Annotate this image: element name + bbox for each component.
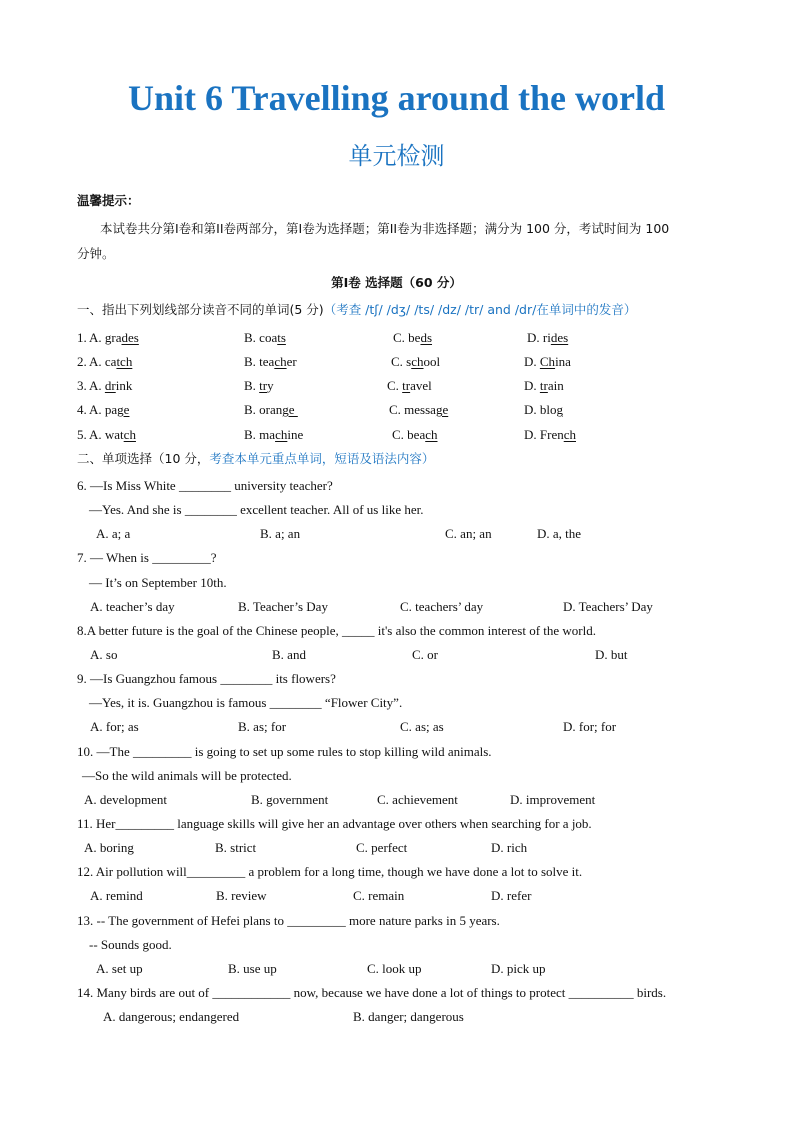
q10-stem: 10. —The _________ is going to set up some rules to stop killing wild animals. <box>77 744 492 759</box>
q8-stem: 8.A better future is the goal of the Chinese people, _____ it's also the common interest of the world. <box>77 623 596 638</box>
q13-option-d[interactable]: D. pick up <box>491 961 546 976</box>
q14-option-b[interactable]: B. danger; dangerous <box>353 1009 464 1024</box>
section2-heading <box>77 451 434 467</box>
intro-line-1: 本试卷共分第I卷和第II卷两部分，第I卷为选择题；第II卷为非选择题；满分为 100 分，考试时间为 100 <box>100 221 670 236</box>
q1-option-d[interactable]: D. rides <box>527 330 569 345</box>
q7-option-a[interactable]: A. teacher’s day <box>90 599 175 614</box>
q2-option-d[interactable]: D. China <box>524 354 571 369</box>
q7-stem: 7. — When is _________? <box>77 550 217 565</box>
q13-option-c[interactable]: C. look up <box>367 961 422 976</box>
q8-option-d[interactable]: D. but <box>595 647 628 662</box>
q2-number: 2. <box>77 354 87 369</box>
q8-option-b[interactable]: B. and <box>272 647 306 662</box>
q4-number: 4. <box>77 402 87 417</box>
q4-option-c[interactable]: C. message <box>389 402 449 417</box>
q12-option-b[interactable]: B. review <box>216 888 267 903</box>
q9-option-c[interactable]: C. as; as <box>400 719 444 734</box>
q12-option-c[interactable]: C. remain <box>353 888 405 903</box>
q4-option-a[interactable]: A. page <box>89 402 130 417</box>
q11-option-c[interactable]: C. perfect <box>356 840 408 855</box>
q7-stem-2: — It’s on September 10th. <box>89 575 227 590</box>
q8-option-a[interactable]: A. so <box>90 647 118 662</box>
q3-option-b[interactable]: B. try <box>244 378 274 393</box>
page-title: Unit 6 Travelling around the world <box>127 78 666 118</box>
q10-option-c[interactable]: C. achievement <box>377 792 458 807</box>
q8-option-c[interactable]: C. or <box>412 647 438 662</box>
q6-option-a[interactable]: A. a; a <box>96 526 131 541</box>
q11-option-b[interactable]: B. strict <box>215 840 257 855</box>
section1-heading <box>77 302 636 318</box>
q3-option-d[interactable]: D. train <box>524 378 564 393</box>
q13-stem: 13. -- The government of Hefei plans to _________ more nature parks in 5 years. <box>77 913 500 928</box>
q7-option-c[interactable]: C. teachers’ day <box>400 599 484 614</box>
tip-label: 温馨提示： <box>77 193 140 208</box>
q13-stem-2: -- Sounds good. <box>89 937 172 952</box>
q9-stem-2: —Yes, it is. Guangzhou is famous ________ “Flower City”. <box>89 695 403 710</box>
q13-option-a[interactable]: A. set up <box>96 961 143 976</box>
q1-option-a[interactable]: A. grades <box>89 330 139 345</box>
q4-option-d[interactable]: D. blog <box>524 402 563 417</box>
q13-option-b[interactable]: B. use up <box>228 961 277 976</box>
q5-option-c[interactable]: C. beach <box>392 427 438 442</box>
q5-option-b[interactable]: B. machine <box>244 427 304 442</box>
q6-option-c[interactable]: C. an; an <box>445 526 492 541</box>
q3-option-a[interactable]: A. drink <box>89 378 133 393</box>
q10-option-a[interactable]: A. development <box>84 792 168 807</box>
q9-option-a[interactable]: A. for; as <box>90 719 139 734</box>
q2-option-b[interactable]: B. teacher <box>244 354 297 369</box>
q10-option-b[interactable]: B. government <box>251 792 329 807</box>
q6-stem-2: —Yes. And she is ________ excellent teacher. All of us like her. <box>89 502 424 517</box>
q9-option-d[interactable]: D. for; for <box>563 719 617 734</box>
q9-option-b[interactable]: B. as; for <box>238 719 287 734</box>
q6-option-b[interactable]: B. a; an <box>260 526 301 541</box>
q4-option-b[interactable]: B. orange <box>244 402 298 417</box>
section2-title: 二、单项选择（10 分， <box>77 451 210 466</box>
q5-option-a[interactable]: A. watch <box>89 427 136 442</box>
q2-option-c[interactable]: C. school <box>391 354 441 369</box>
q1-option-b[interactable]: B. coats <box>244 330 286 345</box>
page-subtitle: 单元检测 <box>348 142 445 170</box>
intro-line-2: 分钟。 <box>77 246 115 261</box>
section1-note: （考查 /tʃ/ /dʒ/ /ts/ /dz/ /tr/ and /dr/在单词中的发音） <box>323 302 637 317</box>
q10-option-d[interactable]: D. improvement <box>510 792 596 807</box>
q5-option-d[interactable]: D. French <box>524 427 576 442</box>
q9-stem: 9. —Is Guangzhou famous ________ its flowers? <box>77 671 336 686</box>
q3-option-c[interactable]: C. travel <box>387 378 432 393</box>
q7-option-d[interactable]: D. Teachers’ Day <box>563 599 653 614</box>
q2-option-a[interactable]: A. catch <box>89 354 133 369</box>
q6-stem: 6. —Is Miss White ________ university teacher? <box>77 478 333 493</box>
section2-note: 考查本单元重点单词，短语及语法内容） <box>209 451 435 466</box>
q7-option-b[interactable]: B. Teacher’s Day <box>238 599 328 614</box>
q1-option-c[interactable]: C. beds <box>393 330 433 345</box>
q6-option-d[interactable]: D. a, the <box>537 526 582 541</box>
q3-number: 3. <box>77 378 87 393</box>
q12-option-a[interactable]: A. remind <box>90 888 143 903</box>
part1-heading: 第I卷 选择题（60 分） <box>331 275 462 290</box>
q11-option-a[interactable]: A. boring <box>84 840 134 855</box>
q12-option-d[interactable]: D. refer <box>491 888 532 903</box>
section1-title: 一、指出下列划线部分读音不同的单词(5 分) <box>77 302 324 317</box>
q11-stem: 11. Her_________ language skills will give her an advantage over others when searching for a job. <box>77 816 592 831</box>
q14-stem: 14. Many birds are out of ____________ now, because we have done a lot of things to protect __________ birds. <box>77 985 667 1000</box>
q10-stem-2: —So the wild animals will be protected. <box>82 768 292 783</box>
q14-option-a[interactable]: A. dangerous; endangered <box>103 1009 240 1024</box>
q11-option-d[interactable]: D. rich <box>491 840 528 855</box>
q1-number: 1. <box>77 330 87 345</box>
q12-stem: 12. Air pollution will_________ a problem for a long time, though we have done a lot to solve it. <box>77 864 583 879</box>
q5-number: 5. <box>77 427 87 442</box>
